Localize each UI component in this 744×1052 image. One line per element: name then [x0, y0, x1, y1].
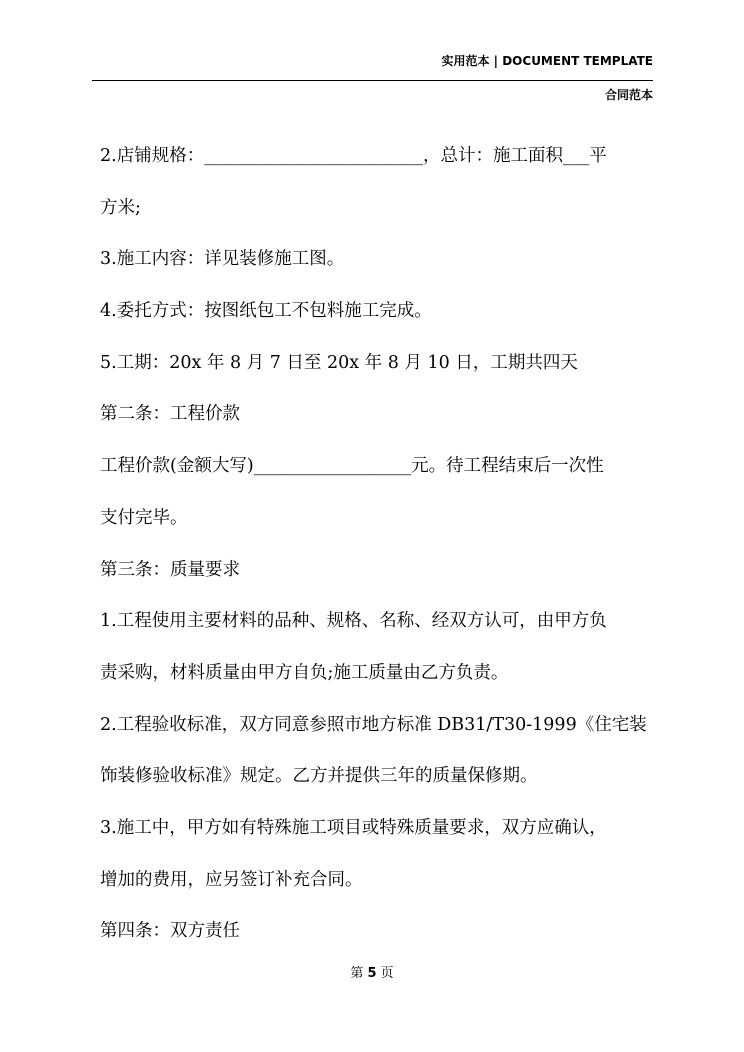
header-divider — [92, 80, 653, 81]
text-line: 增加的费用，应另签订补充合同。 — [100, 869, 363, 890]
text-line: 方米; — [100, 197, 141, 218]
text-line: 2.店铺规格：_________________________，总计：施工面积___平 — [100, 146, 607, 166]
page-footer — [0, 962, 744, 981]
text-line: 5.工期：20x 年 8 月 7 日至 20x 年 8 月 10 日，工期共四天 — [100, 352, 578, 373]
text-line: 4.委托方式：按图纸包工不包料施工完成。 — [100, 301, 432, 322]
section-heading: 第二条：工程价款 — [100, 404, 240, 425]
text-line: 1.工程使用主要材料的品种、规格、名称、经双方认可，由甲方负 — [100, 611, 607, 632]
text-line: 支付完毕。 — [100, 507, 188, 528]
text-line: 责采购，材料质量由甲方自负;施工质量由乙方负责。 — [100, 662, 509, 683]
text-line: 工程价款(金额大写)__________________元。待工程结束后一次性 — [100, 456, 604, 477]
document-body — [100, 140, 653, 967]
text-line: 2.工程验收标准，双方同意参照市地方标准 DB31/T30-1999《住宅装 — [100, 714, 647, 735]
page-number: 5 — [367, 966, 377, 981]
document-template-header: 实用范本 | DOCUMENT TEMPLATE — [441, 54, 653, 68]
page-prefix: 第 — [350, 966, 364, 981]
section-heading: 第四条：双方责任 — [100, 921, 240, 942]
text-line: 饰装修验收标准》规定。乙方并提供三年的质量保修期。 — [100, 766, 538, 787]
text-line: 3.施工中，甲方如有特殊施工项目或特殊质量要求，双方应确认， — [100, 817, 607, 838]
text-line: 3.施工内容：详见装修施工图。 — [100, 249, 345, 270]
section-heading: 第三条：质量要求 — [100, 559, 240, 580]
page-suffix: 页 — [380, 966, 394, 981]
contract-template-label: 合同范本 — [604, 88, 653, 102]
